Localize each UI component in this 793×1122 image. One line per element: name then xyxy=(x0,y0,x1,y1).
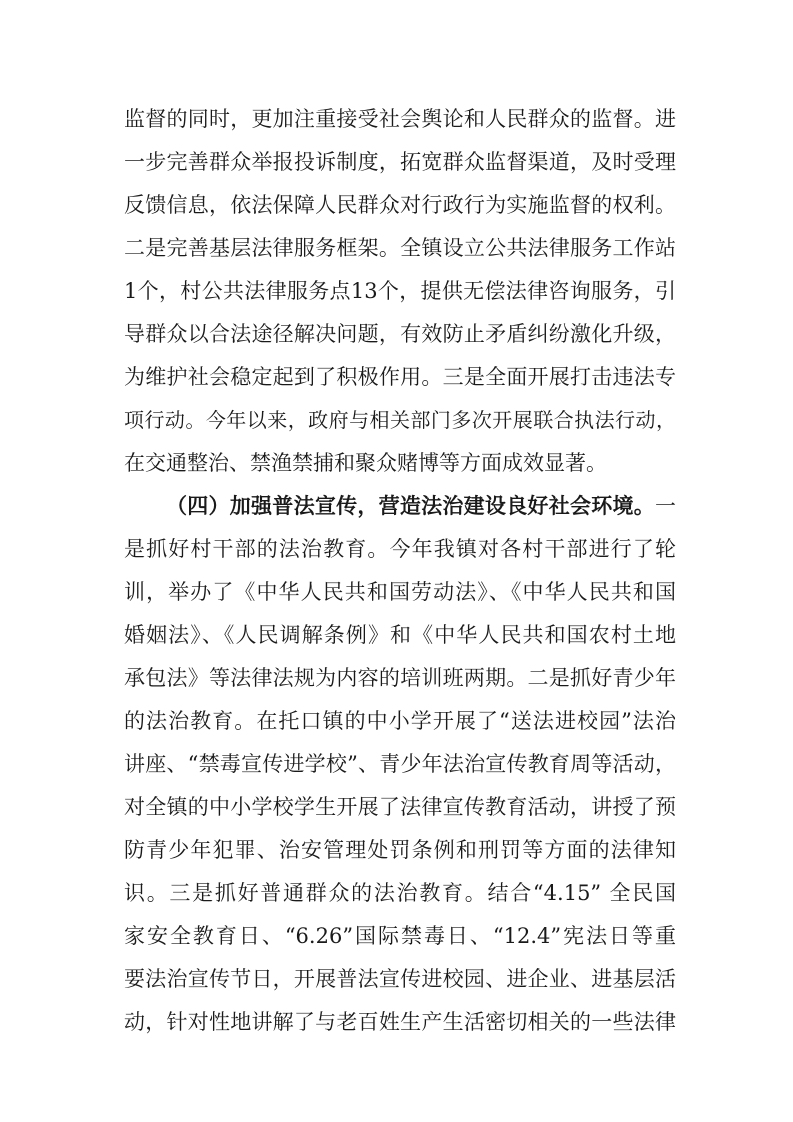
body-line: 家安全教育日、“6.26”国际禁毒日、“12.4”宪法日等重 xyxy=(124,924,676,948)
body-line: 婚姻法》、《人民调解条例》和《中华人民共和国农村土地 xyxy=(124,623,676,647)
body-line: 项行动。今年以来，政府与相关部门多次开展联合执法行动， xyxy=(124,408,676,432)
body-line: 的法治教育。在托口镇的中小学开展了“送法进校园”法治 xyxy=(124,709,676,733)
body-line: 承包法》等法律法规为内容的培训班两期。二是抓好青少年 xyxy=(124,666,676,690)
body-line: 对全镇的中小学校学生开展了法律宣传教育活动，讲授了预 xyxy=(124,795,676,819)
section-heading-tail: 一 xyxy=(655,494,676,518)
body-line: 训，举办了《中华人民共和国劳动法》、《中华人民共和国 xyxy=(124,580,676,604)
body-line: 识。三是抓好普通群众的法治教育。结合“4.15” 全民国 xyxy=(124,881,676,905)
body-line: 为维护社会稳定起到了积极作用。三是全面开展打击违法专 xyxy=(124,365,676,389)
body-line: 是抓好村干部的法治教育。今年我镇对各村干部进行了轮 xyxy=(124,537,676,561)
body-line: 动，针对性地讲解了与老百姓生产生活密切相关的一些法律 xyxy=(124,1010,676,1034)
body-line: 监督的同时，更加注重接受社会舆论和人民群众的监督。进 xyxy=(124,107,676,131)
body-line: 要法治宣传节日，开展普法宣传进校园、进企业、进基层活 xyxy=(124,967,676,991)
body-line: 反馈信息，依法保障人民群众对行政行为实施监督的权利。 xyxy=(124,193,676,217)
section-heading-line xyxy=(166,488,676,524)
body-line: 讲座、“禁毒宣传进学校”、青少年法治宣传教育周等活动， xyxy=(124,752,676,776)
body-line: 一步完善群众举报投诉制度，拓宽群众监督渠道，及时受理 xyxy=(124,150,676,174)
body-line: 导群众以合法途径解决问题，有效防止矛盾纠纷激化升级， xyxy=(124,322,676,346)
body-line: 防青少年犯罪、治安管理处罚条例和刑罚等方面的法律知 xyxy=(124,838,676,862)
body-line: 二是完善基层法律服务框架。全镇设立公共法律服务工作站 xyxy=(124,236,676,260)
paragraph-end-line: 在交通整治、禁渔禁捕和聚众赌博等方面成效显著。 xyxy=(124,451,607,475)
body-line: 1个，村公共法律服务点13个，提供无偿法律咨询服务，引 xyxy=(124,279,676,303)
section-heading: （四）加强普法宣传，营造法治建设良好社会环境。 xyxy=(166,493,655,518)
